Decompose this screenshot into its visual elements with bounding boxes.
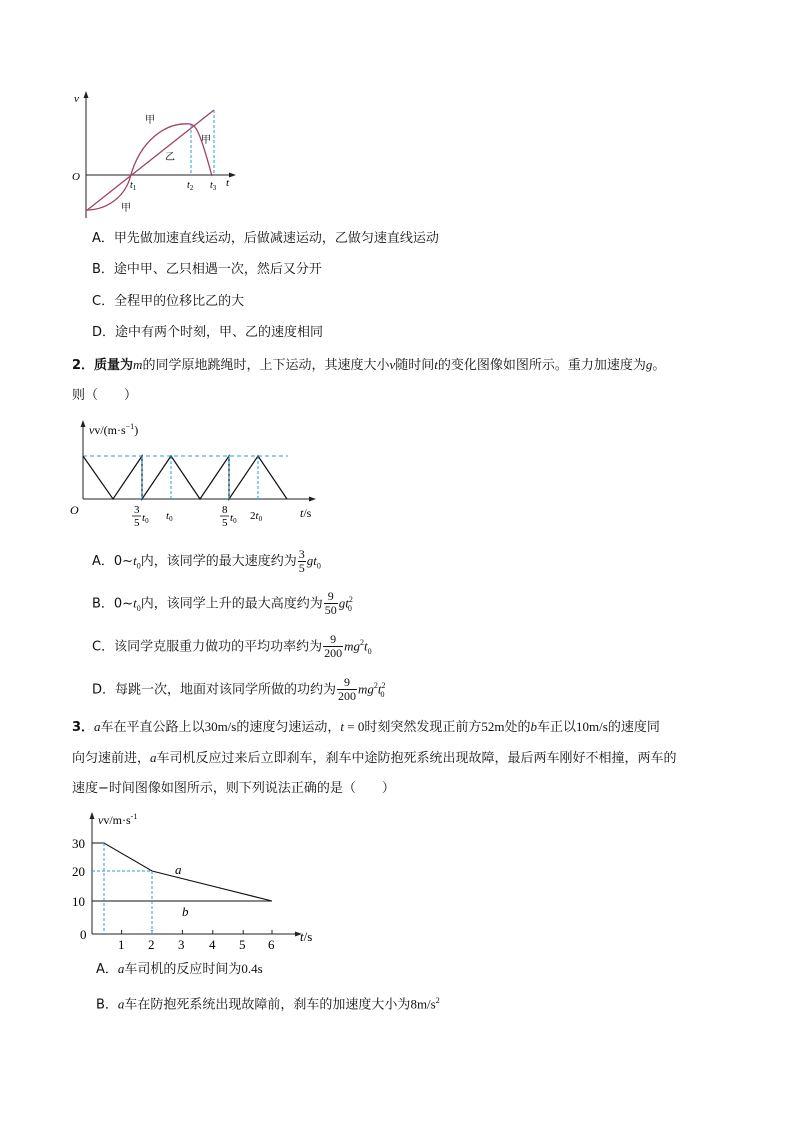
fig3-y-tick-20: 20 bbox=[72, 864, 85, 879]
q2-option-b-fraction: $\frac{9}{50}$ bbox=[324, 589, 337, 618]
q2-option-d-t-sub: 0 bbox=[380, 689, 385, 699]
q3-line2-var-a: a bbox=[150, 750, 157, 765]
fig3-y-label: $vv/m\cdot s^{-1}$ bbox=[98, 812, 138, 827]
q2-option-d-t: t bbox=[377, 681, 382, 697]
q2-option-c-mg: mg bbox=[344, 638, 360, 654]
q3-number: 3． bbox=[72, 720, 95, 735]
fig3-v-axis-arrow bbox=[90, 812, 95, 819]
q3-line2-text-1: 向匀速前进， bbox=[72, 751, 151, 766]
q3-text-5: 车正以 bbox=[537, 720, 577, 735]
fig3-label-b: b bbox=[182, 904, 189, 919]
q3-eq-zero: = 0 bbox=[344, 719, 365, 734]
q3-option-b-var-a: a bbox=[117, 996, 125, 1012]
fig3-y-tick-10: 10 bbox=[72, 894, 85, 909]
q2-option-a-t-sub: 0 bbox=[136, 561, 141, 571]
fig3-y-tick-30: 30 bbox=[72, 836, 85, 851]
q3-distance: 52m bbox=[481, 719, 505, 734]
q2-stem-part2: 的同学原地跳绳时，上下运动，其速度大小 bbox=[142, 358, 390, 373]
q2-option-a-prefix: A．0~ bbox=[92, 554, 134, 569]
q3-var-t: t bbox=[340, 719, 344, 734]
fig1-t-axis-arrow bbox=[229, 173, 236, 178]
fig2-tick4: 2t0 bbox=[250, 510, 263, 523]
fig3-x-tick-2: 2 bbox=[148, 937, 155, 950]
q3-stem-line3: 速度−时间图像如图所示，则下列说法正确的是（ ） bbox=[72, 781, 395, 796]
fig2-tick3-den: 5 bbox=[222, 517, 228, 529]
q3-var-a: a bbox=[94, 719, 101, 734]
q2-option-c-t-sub: 0 bbox=[367, 646, 372, 656]
fig1-t-label: t bbox=[226, 177, 230, 189]
q2-option-d-t-sup: 2 bbox=[381, 681, 386, 690]
q3-var-b: b bbox=[530, 719, 537, 734]
fig1-t2: $t_2$ bbox=[187, 180, 194, 192]
q2-option-c-t: t bbox=[363, 638, 368, 654]
fig2-tick3-t: t0 bbox=[230, 512, 237, 525]
q2-option-a-gt-sub: 0 bbox=[316, 561, 321, 571]
q3-text-3: 时刻突然发现正前方 bbox=[364, 720, 482, 735]
q3-text-6: 的速度同 bbox=[607, 720, 660, 735]
q2-option-b-gt-sup: 2 bbox=[348, 595, 353, 604]
q3-line2-text-2: 车司机反应过来后立即刹车，刹车中途防抱死系统出现故障，最后两车刚好不相撞，两车的 bbox=[156, 751, 677, 766]
q3-option-b-prefix: B． bbox=[96, 997, 118, 1013]
q2-option-a bbox=[92, 548, 321, 577]
q2-var-t: t bbox=[434, 357, 438, 372]
q3-text-2: 的速度匀速运动， bbox=[236, 720, 341, 735]
fig2-x-label: t/s bbox=[300, 506, 312, 520]
q3-speed-a: 30m/s bbox=[204, 719, 237, 734]
fig1-v-axis-arrow bbox=[84, 91, 89, 98]
fig3-x-tick-6: 6 bbox=[268, 937, 275, 950]
q2-option-d-fraction: $\frac{9}{200}$ bbox=[338, 675, 357, 704]
fig3-x-tick-5: 5 bbox=[239, 937, 246, 950]
q3-option-a-var-a: a bbox=[117, 961, 125, 976]
q2-var-g: g bbox=[645, 357, 653, 372]
figure-3-vt-graph bbox=[66, 810, 336, 950]
fig2-v-axis-arrow bbox=[81, 420, 86, 427]
q2-option-a-text: 内，该同学的最大速度约为 bbox=[140, 554, 297, 569]
q2-option-a-gt: gt bbox=[306, 553, 317, 568]
q2-option-b-t-sub: 0 bbox=[136, 603, 141, 613]
fig2-tick1-t: t0 bbox=[142, 512, 149, 525]
q2-option-a-fraction: $\frac{3}{5}$ bbox=[298, 547, 305, 575]
fig1-label-jia-top: 甲 bbox=[145, 115, 155, 126]
fig1-origin: O bbox=[72, 171, 80, 183]
q3-option-a-text: 车司机的反应时间为 bbox=[124, 962, 242, 977]
q3-option-b-value: 8m/s bbox=[410, 996, 436, 1012]
q2-stem-part5: 。 bbox=[652, 358, 666, 373]
q2-option-c-text: C．该同学克服重力做功的平均功率约为 bbox=[92, 639, 323, 655]
q3-option-b-sup: 2 bbox=[435, 996, 440, 1005]
q2-option-d-mg-sup: 2 bbox=[373, 681, 378, 690]
fig2-tick2-t: t0 bbox=[166, 510, 173, 523]
fig3-x-tick-marks bbox=[122, 930, 272, 934]
q2-stem-part4: 的变化图像如图所示。重力加速度为 bbox=[437, 358, 646, 373]
q3-option-a-unit: s bbox=[257, 961, 263, 976]
fig1-v-label: v bbox=[74, 93, 79, 105]
q2-option-b-gt: gt bbox=[338, 595, 349, 611]
q1-option-d: D．途中有两个时刻，甲、乙的速度相同 bbox=[92, 325, 324, 340]
fig1-curve-jia bbox=[86, 124, 212, 210]
q3-stem-line1 bbox=[72, 717, 660, 738]
fig3-line-a bbox=[92, 843, 272, 901]
figure-2-jump-rope-graph bbox=[66, 418, 326, 530]
q3-text-4: 处的 bbox=[504, 720, 531, 735]
q2-stem-part1: 2．质量为 bbox=[72, 358, 134, 373]
q2-var-m: m bbox=[133, 357, 143, 372]
q3-option-a-prefix: A． bbox=[96, 962, 118, 977]
q2-option-b-t: t bbox=[133, 595, 137, 611]
q2-option-c-fraction: $\frac{9}{200}$ bbox=[324, 632, 343, 661]
q2-option-b-prefix: B．0~ bbox=[92, 596, 134, 612]
q3-speed-b: 10m/s bbox=[576, 719, 608, 734]
fig3-x-tick-3: 3 bbox=[178, 937, 185, 950]
fig1-label-jia-right: 甲 bbox=[201, 135, 211, 146]
fig3-y-tick-0: 0 bbox=[80, 927, 87, 942]
fig3-label-a: a bbox=[175, 862, 182, 877]
fig2-tick1-den: 5 bbox=[134, 517, 140, 529]
q2-option-d-text: D．每跳一次，地面对该同学所做的功约为 bbox=[92, 682, 337, 698]
fig3-x-tick-1: 1 bbox=[118, 937, 125, 950]
q2-var-v: v bbox=[389, 357, 396, 372]
q1-option-a: A．甲先做加速直线运动，后做减速运动，乙做匀速直线运动 bbox=[92, 231, 439, 246]
fig2-tick1-num: 3 bbox=[134, 504, 140, 516]
fig3-x-label: t/s bbox=[300, 929, 313, 944]
q2-stem-line2: 则（ ） bbox=[72, 388, 138, 403]
q3-option-b-text: 车在防抱死系统出现故障前，刹车的加速度大小为 bbox=[124, 997, 411, 1013]
q2-option-d-mg: mg bbox=[358, 681, 374, 697]
fig1-t3: $t_3$ bbox=[210, 180, 217, 192]
fig1-label-yi: 乙 bbox=[165, 152, 175, 163]
q2-option-b-text: 内，该同学上升的最大高度约为 bbox=[140, 596, 323, 612]
fig1-label-jia-bottom: 甲 bbox=[121, 203, 131, 214]
q3-text-1: 车在平直公路上以 bbox=[100, 720, 205, 735]
fig2-y-label: $vv/(m\cdot s^{-1})$ bbox=[89, 422, 139, 437]
q1-option-b: B．途中甲、乙只相遇一次，然后又分开 bbox=[92, 262, 322, 277]
q2-option-c bbox=[92, 633, 372, 662]
fig1-t1: $t_1$ bbox=[130, 180, 137, 192]
q3-option-a-value: 0.4 bbox=[241, 961, 258, 976]
fig2-origin: O bbox=[70, 503, 79, 517]
q2-stem-part3: 随时间 bbox=[395, 358, 435, 373]
fig2-t-axis-arrow bbox=[309, 497, 316, 502]
q3-option-a bbox=[96, 959, 263, 980]
fig2-tick3-num: 8 bbox=[222, 504, 228, 516]
q3-option-b bbox=[96, 991, 440, 1015]
q2-option-c-mg-sup: 2 bbox=[359, 638, 364, 647]
figure-1-velocity-graph bbox=[66, 88, 246, 223]
q2-option-b bbox=[92, 590, 352, 619]
q2-option-b-gt-sub: 0 bbox=[347, 603, 352, 613]
q2-option-d bbox=[92, 676, 385, 705]
fig3-x-tick-4: 4 bbox=[209, 937, 216, 950]
q1-option-c: C．全程甲的位移比乙的大 bbox=[92, 294, 245, 309]
q2-option-a-t: t bbox=[133, 553, 137, 568]
fig2-velocity-zigzag bbox=[83, 456, 287, 499]
q3-stem-line2 bbox=[72, 748, 677, 769]
q2-stem-line1 bbox=[72, 355, 665, 376]
